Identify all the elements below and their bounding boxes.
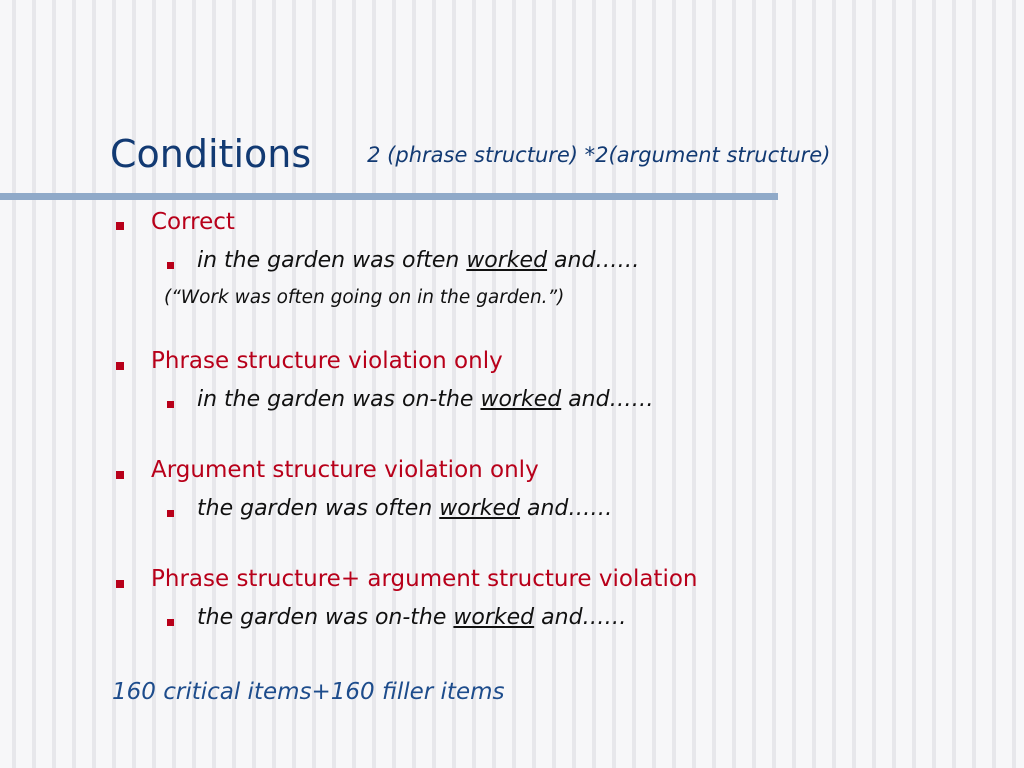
title-main: Conditions <box>110 132 312 176</box>
condition-example <box>197 605 627 630</box>
example-verb: worked <box>453 605 535 630</box>
sub-bullet-square-icon <box>167 401 174 408</box>
sub-bullet-square-icon <box>167 510 174 517</box>
condition-label: Phrase structure+ argument structure violation <box>151 566 698 592</box>
title-subtitle: 2 (phrase structure) *2(argument structure) <box>367 143 831 167</box>
title-divider <box>0 193 778 200</box>
example-gloss: (“Work was often going on in the garden.”) <box>164 287 565 308</box>
example-text: in the garden was on-the <box>197 387 481 412</box>
bullet-square-icon <box>116 222 124 230</box>
example-text: and…… <box>547 248 640 273</box>
sub-bullet-square-icon <box>167 262 174 269</box>
example-verb: worked <box>466 248 548 273</box>
example-text: the garden was on-the <box>197 605 454 630</box>
condition-example <box>197 387 654 412</box>
condition-label: Phrase structure violation only <box>151 348 503 374</box>
condition-label: Argument structure violation only <box>151 457 539 483</box>
slide-title <box>110 132 830 176</box>
example-text: and…… <box>520 496 613 521</box>
example-text: and…… <box>534 605 627 630</box>
footer-note: 160 critical items+160 filler items <box>112 679 505 705</box>
bullet-square-icon <box>116 580 124 588</box>
bullet-square-icon <box>116 362 124 370</box>
example-verb: worked <box>480 387 562 412</box>
condition-label: Correct <box>151 209 235 235</box>
sub-bullet-square-icon <box>167 619 174 626</box>
example-text: the garden was often <box>197 496 440 521</box>
bullet-square-icon <box>116 471 124 479</box>
example-verb: worked <box>439 496 521 521</box>
condition-example <box>197 496 612 521</box>
example-text: and…… <box>561 387 654 412</box>
condition-example <box>197 248 639 273</box>
example-text: in the garden was often <box>197 248 467 273</box>
